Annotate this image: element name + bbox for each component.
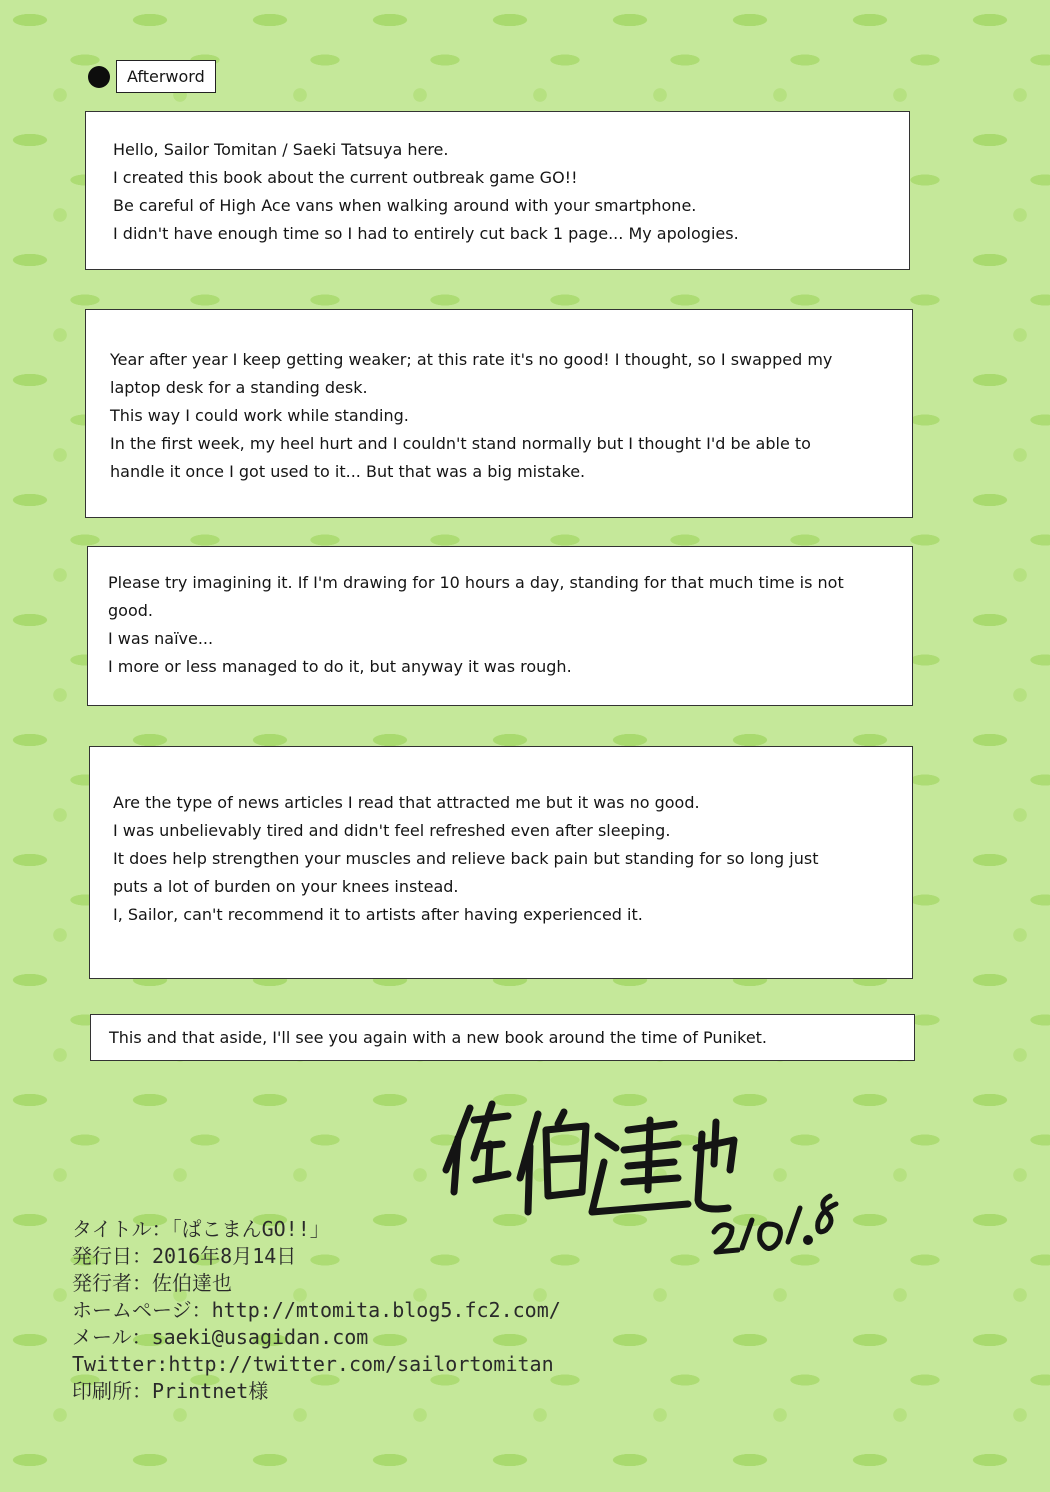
- text-line: good.: [108, 601, 153, 620]
- text-line: In the first week, my heel hurt and I couldn't stand normally but I thought I'd be able to: [110, 434, 811, 453]
- text-box-1: [85, 111, 910, 270]
- colophon-title: タイトル：「ぱこまんGO!!」: [72, 1217, 330, 1241]
- colophon-date: 発行日：2016年8月14日: [72, 1244, 297, 1268]
- text-line: I didn't have enough time so I had to entirely cut back 1 page... My apologies.: [113, 224, 739, 243]
- text-line: Be careful of High Ace vans when walking around with your smartphone.: [113, 196, 697, 215]
- afterword-header: [88, 60, 216, 93]
- text-line: Hello, Sailor Tomitan / Saeki Tatsuya here.: [113, 140, 449, 159]
- text-line: It does help strengthen your muscles and relieve back pain but standing for so long just: [113, 849, 819, 868]
- text-line: I was naïve...: [108, 629, 214, 648]
- text-line: This way I could work while standing.: [110, 406, 409, 425]
- text-line: I created this book about the current outbreak game GO!!: [113, 168, 578, 187]
- text-line: Please try imagining it. If I'm drawing for 10 hours a day, standing for that much time is not: [108, 573, 844, 592]
- text-line: This and that aside, I'll see you again with a new book around the time of Puniket.: [109, 1028, 768, 1047]
- text-line: handle it once I got used to it... But that was a big mistake.: [110, 462, 586, 481]
- colophon-mail: メール：saeki@usagidan.com: [72, 1325, 369, 1349]
- text-line: I was unbelievably tired and didn't feel refreshed even after sleeping.: [113, 821, 671, 840]
- text-line: Year after year I keep getting weaker; at this rate it's no good! I thought, so I swapped my: [110, 350, 833, 369]
- colophon: [72, 1216, 561, 1405]
- text-box-2: [85, 309, 913, 518]
- text-line: I, Sailor, can't recommend it to artists after having experienced it.: [113, 905, 643, 924]
- text-line: puts a lot of burden on your knees instead.: [113, 877, 459, 896]
- colophon-publisher: 発行者：佐伯達也: [72, 1271, 232, 1295]
- colophon-printer: 印刷所：Printnet様: [72, 1379, 269, 1403]
- text-line: I more or less managed to do it, but anyway it was rough.: [108, 657, 572, 676]
- text-box-4: [89, 746, 913, 979]
- text-line: Are the type of news articles I read that attracted me but it was no good.: [113, 793, 700, 812]
- text-line: laptop desk for a standing desk.: [110, 378, 368, 397]
- text-box-5: [90, 1014, 915, 1061]
- text-box-3: [87, 546, 913, 706]
- colophon-twitter: Twitter:http://twitter.com/sailortomitan: [72, 1352, 554, 1376]
- bullet-dot-icon: [88, 66, 110, 88]
- afterword-title: Afterword: [116, 60, 216, 93]
- colophon-homepage: ホームページ：http://mtomita.blog5.fc2.com/: [72, 1298, 561, 1322]
